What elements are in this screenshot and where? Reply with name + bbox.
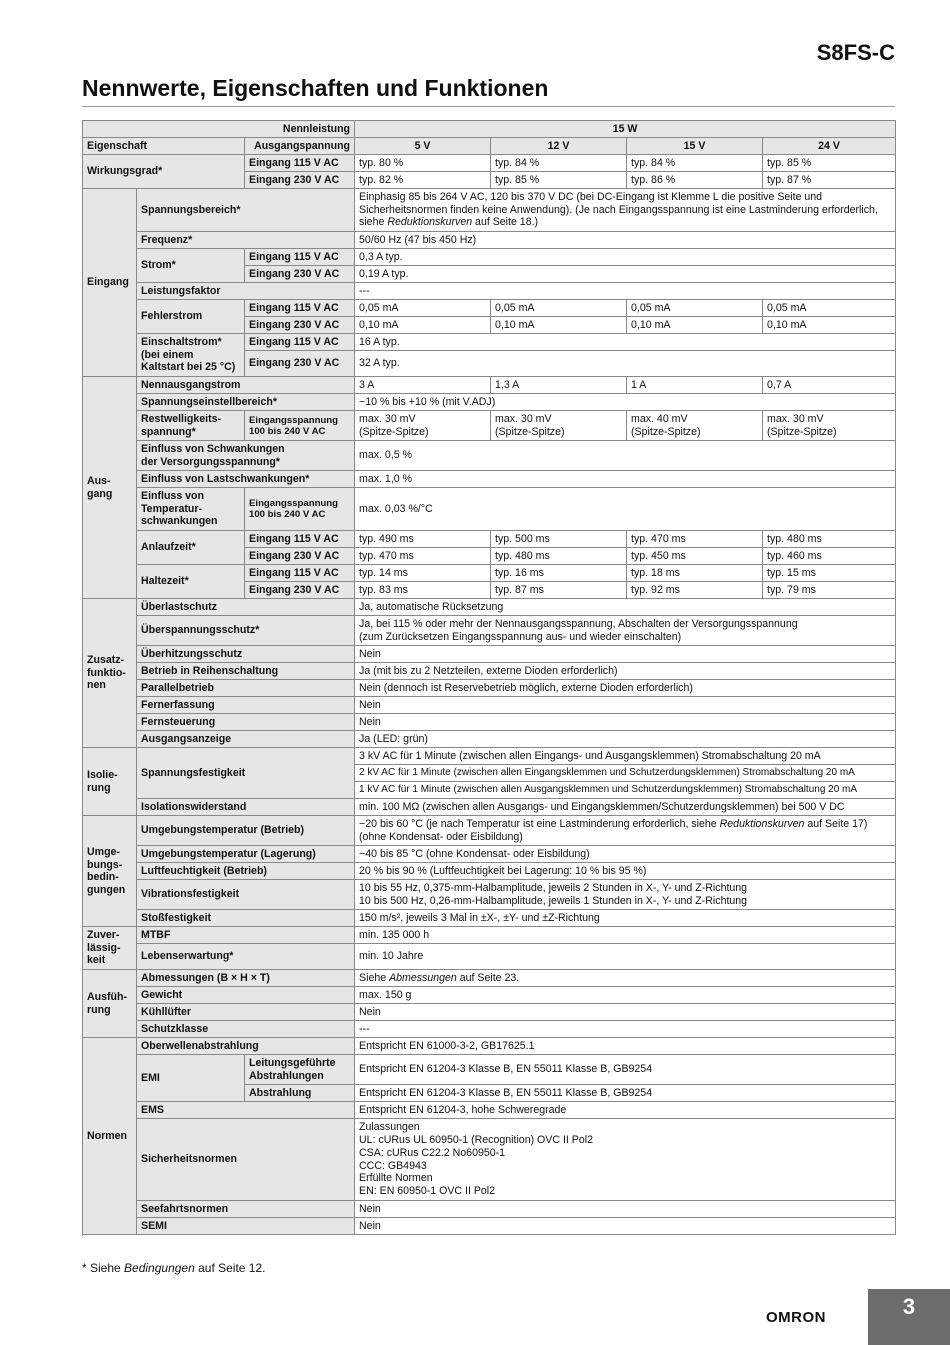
cell: 0,10 mA (355, 317, 491, 334)
cell (355, 816, 896, 846)
cell: typ. 85 % (763, 155, 896, 172)
label-line: Temperatur- (141, 502, 203, 515)
cell: --- (355, 283, 896, 300)
table-row (83, 816, 896, 846)
group-line: Aus- (87, 475, 111, 487)
cell (355, 411, 491, 441)
text: Ja, bei 115 % oder mehr der Nennausgangsspannung, Abschalten der Versorgungsspannung (359, 618, 798, 630)
table-row (83, 910, 896, 927)
text: Einphasig 85 bis 264 V AC, 120 bis 370 V DC (bei DC-Eingang ist Klemme L die positive Seite und Sicherheitsnormen finden keine Anwendung). (Je nach Eingangsspannung ist eine Lastminderung erforderlich, siehe (359, 191, 878, 229)
row-label: Stoßfestigkeit (137, 910, 355, 927)
text: auf Seite 17) (804, 818, 868, 830)
cell: typ. 14 ms (355, 565, 491, 582)
row-label: Haltezeit* (137, 565, 245, 599)
text: −20 bis 60 °C (je nach Temperatur ist eine Lastminderung erforderlich, siehe (359, 818, 720, 830)
cell: −40 bis 85 °C (ohne Kondensat- oder Eisbildung) (355, 846, 896, 863)
table-row (83, 970, 896, 987)
row-label: Nennausgangstrom (137, 377, 355, 394)
row-label: Frequenz* (137, 232, 355, 249)
cell: 32 A typ. (355, 351, 896, 377)
table-row (83, 680, 896, 697)
cell: 0,19 A typ. (355, 266, 896, 283)
row-label (137, 441, 355, 471)
row-label: Seefahrtsnormen (137, 1201, 355, 1218)
cell: typ. 500 ms (491, 531, 627, 548)
row-label (137, 411, 245, 441)
cell: min. 100 MΩ (zwischen allen Ausgangs- und Eingangsklemmen/Schutzerdungsklemmen) bei 500 V DC (355, 799, 896, 816)
voltage-col: 15 V (627, 138, 763, 155)
sub-label (245, 411, 355, 441)
row-label (137, 334, 245, 377)
label-line: Eingangsspannung (249, 414, 339, 426)
table-row (83, 1119, 896, 1201)
cell: Entspricht EN 61204-3, hohe Schweregrade (355, 1102, 896, 1119)
table-row (83, 283, 896, 300)
row-label: Strom* (137, 249, 245, 283)
row-label: Spannungseinstellbereich* (137, 394, 355, 411)
row-label: Lebenserwartung* (137, 944, 355, 970)
cell: typ. 470 ms (627, 531, 763, 548)
label-line: Leitungsgeführte (249, 1057, 336, 1069)
sub-label: Eingang 230 V AC (245, 172, 355, 189)
table-row (83, 987, 896, 1004)
row-label: Betrieb in Reihenschaltung (137, 663, 355, 680)
row-label (137, 488, 245, 531)
table-row (83, 927, 896, 944)
cell: 0,05 mA (491, 300, 627, 317)
cell: 50/60 Hz (47 bis 450 Hz) (355, 232, 896, 249)
text: EN: EN 60950-1 OVC II Pol2 (359, 1185, 496, 1198)
nennleistung-label: Nennleistung (83, 121, 355, 138)
page-number: 3 (868, 1289, 950, 1345)
cell: 16 A typ. (355, 334, 896, 351)
sub-label: Eingang 230 V AC (245, 582, 355, 599)
cell: typ. 87 ms (491, 582, 627, 599)
row-label: Anlaufzeit* (137, 531, 245, 565)
table-row (83, 663, 896, 680)
sub-label (245, 1055, 355, 1085)
cell: typ. 480 ms (763, 531, 896, 548)
omron-logo: OMRON (766, 1309, 826, 1326)
title-rule (82, 106, 895, 107)
row-label: Fernerfassung (137, 697, 355, 714)
table-row (83, 394, 896, 411)
text-italic: Bedingungen (124, 1261, 195, 1275)
cell: 2 kV AC für 1 Minute (zwischen allen Eingangsklemmen und Schutzerdungsklemmen) Stromabschaltung 20 mA (355, 765, 896, 782)
group-line: Isolie- (87, 769, 118, 781)
cell (491, 411, 627, 441)
text: CCC: GB4943 (359, 1159, 427, 1172)
cell: typ. 450 ms (627, 548, 763, 565)
label-line: Kaltstart bei 25 °C) (141, 361, 236, 374)
row-label: Umgebungstemperatur (Betrieb) (137, 816, 355, 846)
cell: Nein (355, 1004, 896, 1021)
cell: 1 kV AC für 1 Minute (zwischen allen Ausgangsklemmen und Schutzerdungsklemmen) Stromabschaltung 20 mA (355, 782, 896, 799)
label-line: (bei einem (141, 348, 194, 361)
page-title: Nennwerte, Eigenschaften und Funktionen (82, 75, 549, 101)
row-label: Luftfeuchtigkeit (Betrieb) (137, 863, 355, 880)
cell: typ. 18 ms (627, 565, 763, 582)
row-label: Gewicht (137, 987, 355, 1004)
eigenschaft-label: Eigenschaft (83, 138, 245, 155)
row-label: Spannungsbereich* (137, 189, 355, 232)
cell (763, 411, 896, 441)
cell: typ. 83 ms (355, 582, 491, 599)
group-normen: Normen (83, 1038, 137, 1235)
text-italic: Reduktionskurven (719, 818, 805, 830)
label-line: Einfluss von (141, 490, 204, 503)
model-code: S8FS-C (816, 40, 895, 65)
text: Erfüllte Normen (359, 1172, 433, 1185)
group-line: bedin- (87, 871, 119, 883)
group-line: gang (87, 487, 113, 500)
cell: typ. 84 % (491, 155, 627, 172)
cell: Entspricht EN 61000-3-2, GB17625.1 (355, 1038, 896, 1055)
text: (zum Zurücksetzen Eingangsspannung aus- und wieder einschalten) (359, 630, 682, 643)
label-line: 100 bis 240 V AC (249, 509, 326, 520)
text: auf Seite 23. (456, 971, 520, 984)
group-line: nen (87, 679, 106, 692)
header-row-power (83, 121, 896, 138)
sub-label: Eingang 230 V AC (245, 548, 355, 565)
row-label: Überlastschutz (137, 599, 355, 616)
cell: 3 kV AC für 1 Minute (zwischen allen Eingangs- und Ausgangsklemmen) Stromabschaltung 20 mA (355, 748, 896, 765)
table-row (83, 441, 896, 471)
row-label: Spannungsfestigkeit (137, 748, 355, 799)
group-zusatzfunktionen (83, 599, 137, 748)
text: auf Seite 18.) (472, 216, 539, 229)
cell: typ. 86 % (627, 172, 763, 189)
label-line: Einfluss von Schwankungen (141, 443, 285, 455)
table-row (83, 249, 896, 266)
cell: Nein (355, 714, 896, 731)
text: (Spitze-Spitze) (631, 425, 701, 438)
cell: Entspricht EN 61204-3 Klasse B, EN 55011 Klasse B, GB9254 (355, 1085, 896, 1102)
text-italic: Reduktionskurven (387, 216, 473, 229)
cell: −10 % bis +10 % (mit V.ADJ) (355, 394, 896, 411)
sub-label: Eingang 115 V AC (245, 249, 355, 266)
table-row (83, 748, 896, 765)
table-row (83, 714, 896, 731)
sub-label: Eingang 115 V AC (245, 155, 355, 172)
cell: Ja (mit bis zu 2 Netzteilen, externe Dioden erforderlich) (355, 663, 896, 680)
cell: Entspricht EN 61204-3 Klasse B, EN 55011 Klasse B, GB9254 (355, 1055, 896, 1085)
cell (355, 189, 896, 232)
label-line: Restwelligkeits- (141, 413, 222, 425)
row-label: Überhitzungsschutz (137, 646, 355, 663)
text: auf Seite 12. (194, 1261, 266, 1275)
cell: 1,3 A (491, 377, 627, 394)
table-row (83, 232, 896, 249)
table-row (83, 1055, 896, 1085)
text: Siehe (359, 971, 390, 984)
cell: max. 150 g (355, 987, 896, 1004)
sub-label: Eingang 115 V AC (245, 334, 355, 351)
table-row (83, 1021, 896, 1038)
row-label: Leistungsfaktor (137, 283, 355, 300)
row-label: MTBF (137, 927, 355, 944)
cell: 0,10 mA (491, 317, 627, 334)
group-line: Umge- (87, 846, 120, 858)
cell: Nein (355, 1218, 896, 1235)
cell: Nein (355, 646, 896, 663)
group-line: Zuver- (87, 929, 120, 942)
label-line: Abstrahlungen (249, 1069, 324, 1082)
cell: Ja, automatische Rücksetzung (355, 599, 896, 616)
cell: max. 0,5 % (355, 441, 896, 471)
group-line: keit (87, 954, 106, 967)
text: CSA: cURus C22.2 No60950-1 (359, 1146, 506, 1159)
table-row (83, 697, 896, 714)
text: (Spitze-Spitze) (359, 425, 429, 438)
text: * Siehe (82, 1261, 125, 1275)
label-line: der Versorgungsspannung* (141, 455, 280, 468)
cell: typ. 84 % (627, 155, 763, 172)
table-row (83, 411, 896, 441)
cell (355, 970, 896, 987)
cell: 0,05 mA (627, 300, 763, 317)
group-line: lässig- (87, 941, 121, 954)
cell: Ja (LED: grün) (355, 731, 896, 748)
cell (355, 1119, 896, 1201)
table-row (83, 1218, 896, 1235)
sub-label: Eingang 230 V AC (245, 351, 355, 377)
header-row-voltage (83, 138, 896, 155)
spec-table (82, 120, 896, 1235)
cell: 0,3 A typ. (355, 249, 896, 266)
text: Zulassungen (359, 1121, 420, 1134)
label-line: 100 bis 240 V AC (249, 425, 326, 437)
label-line: spannung* (141, 425, 196, 438)
cell: typ. 15 ms (763, 565, 896, 582)
cell (355, 880, 896, 910)
footnote (82, 1261, 265, 1275)
text: (Spitze-Spitze) (495, 425, 565, 438)
row-label: Oberwellenabstrahlung (137, 1038, 355, 1055)
cell: 0,10 mA (763, 317, 896, 334)
text: max. 30 mV (767, 413, 824, 425)
table-row (83, 155, 896, 172)
label-line: Einschaltstrom* (141, 336, 222, 349)
table-row (83, 731, 896, 748)
cell: typ. 16 ms (491, 565, 627, 582)
row-label: SEMI (137, 1218, 355, 1235)
sub-label: Eingang 230 V AC (245, 317, 355, 334)
table-row (83, 531, 896, 548)
table-row (83, 377, 896, 394)
group-ausgang (83, 377, 137, 599)
cell (627, 411, 763, 441)
row-label: Schutzklasse (137, 1021, 355, 1038)
row-label: Parallelbetrieb (137, 680, 355, 697)
row-label: Abmessungen (B × H × T) (137, 970, 355, 987)
cell: max. 0,03 %/°C (355, 488, 896, 531)
group-eingang: Eingang (83, 189, 137, 377)
cell: typ. 79 ms (763, 582, 896, 599)
table-row (83, 189, 896, 232)
table-row (83, 599, 896, 616)
cell (355, 616, 896, 646)
cell: Nein (355, 1201, 896, 1218)
cell: 1 A (627, 377, 763, 394)
table-row (83, 616, 896, 646)
group-ausfuehrung (83, 970, 137, 1038)
cell: typ. 87 % (763, 172, 896, 189)
table-row (83, 799, 896, 816)
cell: Nein (355, 697, 896, 714)
sub-label: Eingang 230 V AC (245, 266, 355, 283)
group-zuverlaessigkeit (83, 927, 137, 970)
table-row (83, 944, 896, 970)
row-label: Kühllüfter (137, 1004, 355, 1021)
group-line: Ausfüh- (87, 991, 128, 1003)
text-italic: Abmessungen (389, 971, 457, 984)
cell: typ. 470 ms (355, 548, 491, 565)
group-line: rung (87, 781, 111, 794)
wirkungsgrad-label: Wirkungsgrad* (83, 155, 245, 189)
cell: 0,7 A (763, 377, 896, 394)
cell: typ. 480 ms (491, 548, 627, 565)
table-row (83, 1038, 896, 1055)
nennleistung-value: 15 W (355, 121, 896, 138)
voltage-col: 24 V (763, 138, 896, 155)
voltage-col: 12 V (491, 138, 627, 155)
group-line: funktio- (87, 666, 126, 679)
group-line: rung (87, 1003, 111, 1016)
row-label: Ausgangsanzeige (137, 731, 355, 748)
cell: 0,10 mA (627, 317, 763, 334)
cell: min. 10 Jahre (355, 944, 896, 970)
cell: min. 135 000 h (355, 927, 896, 944)
row-label: Überspannungsschutz* (137, 616, 355, 646)
ausgangspannung-label: Ausgangspannung (245, 138, 355, 155)
voltage-col: 5 V (355, 138, 491, 155)
text: max. 40 mV (631, 413, 688, 425)
label-line: Eingangsspannung (249, 498, 339, 509)
row-label: EMS (137, 1102, 355, 1119)
cell: 0,05 mA (763, 300, 896, 317)
group-line: bungs- (87, 858, 123, 871)
cell: max. 1,0 % (355, 471, 896, 488)
text: max. 30 mV (359, 413, 416, 425)
row-label: Fernsteuerung (137, 714, 355, 731)
cell: typ. 80 % (355, 155, 491, 172)
table-row (83, 1102, 896, 1119)
sub-label: Eingang 115 V AC (245, 531, 355, 548)
text: (Spitze-Spitze) (767, 425, 837, 438)
table-row (83, 300, 896, 317)
text: max. 30 mV (495, 413, 552, 425)
text: 10 bis 500 Hz, 0,26-mm-Halbamplitude, jeweils 1 Stunden in X-, Y- und Z-Richtung (359, 894, 748, 907)
sub-label: Eingang 115 V AC (245, 565, 355, 582)
table-row (83, 565, 896, 582)
row-label: Umgebungstemperatur (Lagerung) (137, 846, 355, 863)
cell: 150 m/s², jeweils 3 Mal in ±X-, ±Y- und ±Z-Richtung (355, 910, 896, 927)
label-line: schwankungen (141, 515, 218, 528)
cell: typ. 82 % (355, 172, 491, 189)
table-row (83, 334, 896, 351)
table-row (83, 863, 896, 880)
row-label: Sicherheitsnormen (137, 1119, 355, 1201)
cell: typ. 490 ms (355, 531, 491, 548)
sub-label: Eingang 115 V AC (245, 300, 355, 317)
cell: Nein (dennoch ist Reservebetrieb möglich, externe Dioden erforderlich) (355, 680, 896, 697)
text: UL: cURus UL 60950-1 (Recognition) OVC II Pol2 (359, 1133, 593, 1146)
cell: 20 % bis 90 % (Luftfeuchtigkeit bei Lagerung: 10 % bis 95 %) (355, 863, 896, 880)
cell: --- (355, 1021, 896, 1038)
table-row (83, 471, 896, 488)
cell: typ. 92 ms (627, 582, 763, 599)
sub-label: Abstrahlung (245, 1085, 355, 1102)
group-umgebungsbedingungen (83, 816, 137, 927)
group-line: Zusatz- (87, 654, 125, 667)
table-row (83, 880, 896, 910)
cell: 3 A (355, 377, 491, 394)
text: (ohne Kondensat- oder Eisbildung) (359, 830, 523, 843)
cell: typ. 85 % (491, 172, 627, 189)
table-row (83, 1004, 896, 1021)
sub-label (245, 488, 355, 531)
row-label: EMI (137, 1055, 245, 1102)
row-label: Einfluss von Lastschwankungen* (137, 471, 355, 488)
table-row (83, 646, 896, 663)
group-isolierung (83, 748, 137, 816)
text: 10 bis 55 Hz, 0,375-mm-Halbamplitude, jeweils 2 Stunden in X-, Y- und Z-Richtung (359, 882, 748, 894)
row-label: Fehlerstrom (137, 300, 245, 334)
table-row (83, 488, 896, 531)
table-row (83, 846, 896, 863)
table-row (83, 1201, 896, 1218)
row-label: Isolationswiderstand (137, 799, 355, 816)
row-label: Vibrationsfestigkeit (137, 880, 355, 910)
cell: typ. 460 ms (763, 548, 896, 565)
group-line: gungen (87, 883, 126, 896)
cell: 0,05 mA (355, 300, 491, 317)
